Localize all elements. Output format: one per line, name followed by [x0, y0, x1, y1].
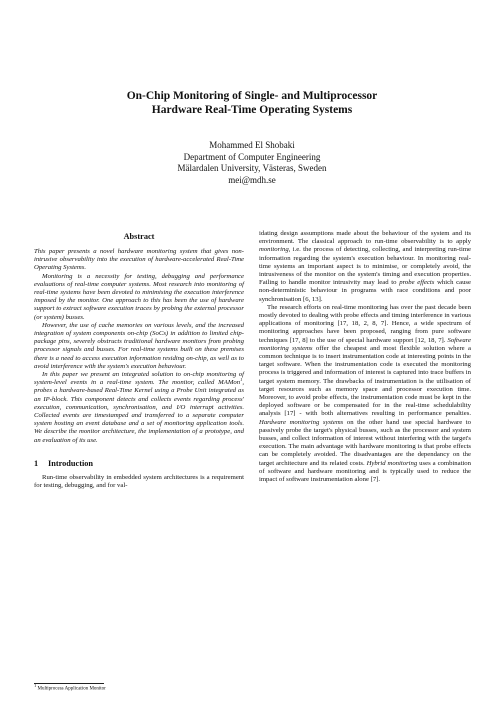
footnote-rule — [34, 683, 104, 684]
abstract-paragraph-3: However, the use of cache memories on various levels, and the increased integration of system components on-chip (SoCs) in addition to limited chip-package pins, severely obstructs traditional hardware monitors from probing processor signals and busses. For real-time systems built on these premises there is a need to access execution information residing on-chip, as well as to avoid interference with the system's execution behaviour. — [34, 321, 244, 370]
author-block — [40, 140, 464, 186]
abstract-paragraph-2: Monitoring is a necessity for testing, debugging and performance evaluations of real-time computer systems. Most research into monitoring of real-time systems have been devoted to minimising the execution interference imposed by the monitor. One approach to this has been the use of hardware support to extract software execution traces by probing the external processor (or system) busses. — [34, 272, 244, 321]
body-paragraph-2: The research efforts on real-time monitoring has over the past decade been mostly devoted to dealing with probe effects and timing interference in various applications of monitoring [17, 18, 2, 8, 7]. Hence, a wide spectrum of monitoring approaches have been proposed, ranging from pure software techniques [17, 8] to the use of special hardware support [12, 18, 7]. Software monitoring systems offer the cheapest and most flexible solution where a common technique is to insert instrumentation code at interesting points in the target software. When the instrumentation code is executed the monitoring process is triggered and information of interest is captured into trace buffers in target system memory. The drawbacks of instrumentation is the utilisation of target resources such as memory space and processor execution time. Moreover, to avoid probe effects, the instrumentation code must be kept in the deployed software or be compensated for in the real-time schedulability analysis [17] - with both alternatives resulting in performance penalties. Hardware monitoring systems on the other hand use special hardware to passively probe the target's physical busses, such as the processor and system busses, and collect information of interest without interfering with the target's execution. The main advantage with hardware monitoring is that probe effects can be completely avoided. The disadvantages are the dependancy on the target architecture and its related costs. Hybrid monitoring uses a combination of software and hardware monitoring and is typically used to reduce the impact of software instrumentation alone [7]. — [259, 303, 471, 484]
introduction-body — [34, 474, 244, 490]
author-email: mei@mdh.se — [228, 174, 276, 185]
abstract-paragraph-4: In this paper we present an integrated solution to on-chip monitoring of system-level events in a real-time system. The monitor, called MAMon$^1$, probes a hardware-based Real-Time Kernel using a Probe Unit integrated as an IP-block. This component detects and collects events regarding process' execution, communication, synchronisation, and I/O interrupt activities. Collected events are timestamped and transferred to a separate computer system hosting an event database and a set of monitoring application tools. We describe the monitor architecture, the implementation of a prototype, and an evaluation of its use. — [34, 371, 244, 444]
right-column — [259, 230, 471, 484]
title-line-2: Hardware Real-Time Operating Systems — [151, 104, 353, 116]
footnote — [34, 683, 106, 693]
title-line-1: On-Chip Monitoring of Single- and Multiprocessor — [126, 90, 378, 102]
section-heading-introduction — [34, 459, 244, 469]
body-paragraph-1: idating design assumptions made about the behaviour of the system and its environment. The classical approach to run-time observability is to apply monitoring, i.e. the process of detecting, collecting, and interpreting run-time information regarding the system's execution behaviour. In monitoring real-time systems an important aspect is to minimise, or completely avoid, the intrusiveness of the monitor on the system's timing and execution properties. Failing to handle monitor intrusivity may lead to probe effects which cause non-deterministic behaviour in programs with race conditions and poor synchronisation [6, 13]. — [259, 230, 471, 303]
author-name: Mohammed El Shobaki — [209, 140, 295, 150]
paper-title — [40, 89, 464, 117]
abstract-paragraph-1: This paper presents a novel hardware monitoring system that gives non-intrusive observability into the execution of hardware-accelerated Real-Time Operating Systems. — [34, 248, 244, 272]
section-title: Introduction — [48, 458, 94, 468]
section-number: 1 — [34, 458, 39, 468]
author-university: Mälardalen University, Västeras, Sweden — [177, 163, 327, 173]
abstract-section — [34, 232, 244, 445]
footnote-ref: 1 — [240, 377, 243, 383]
left-column — [34, 232, 244, 490]
intro-paragraph-1: Run-time observability in embedded system architectures is a requirement for testing, debugging, and for val- — [34, 473, 244, 490]
footnote-mark: 1 — [34, 683, 37, 688]
footnote-text: Multiprocess Application Monitor — [37, 686, 106, 692]
author-department: Department of Computer Engineering — [183, 151, 321, 162]
abstract-heading: Abstract — [123, 232, 155, 241]
